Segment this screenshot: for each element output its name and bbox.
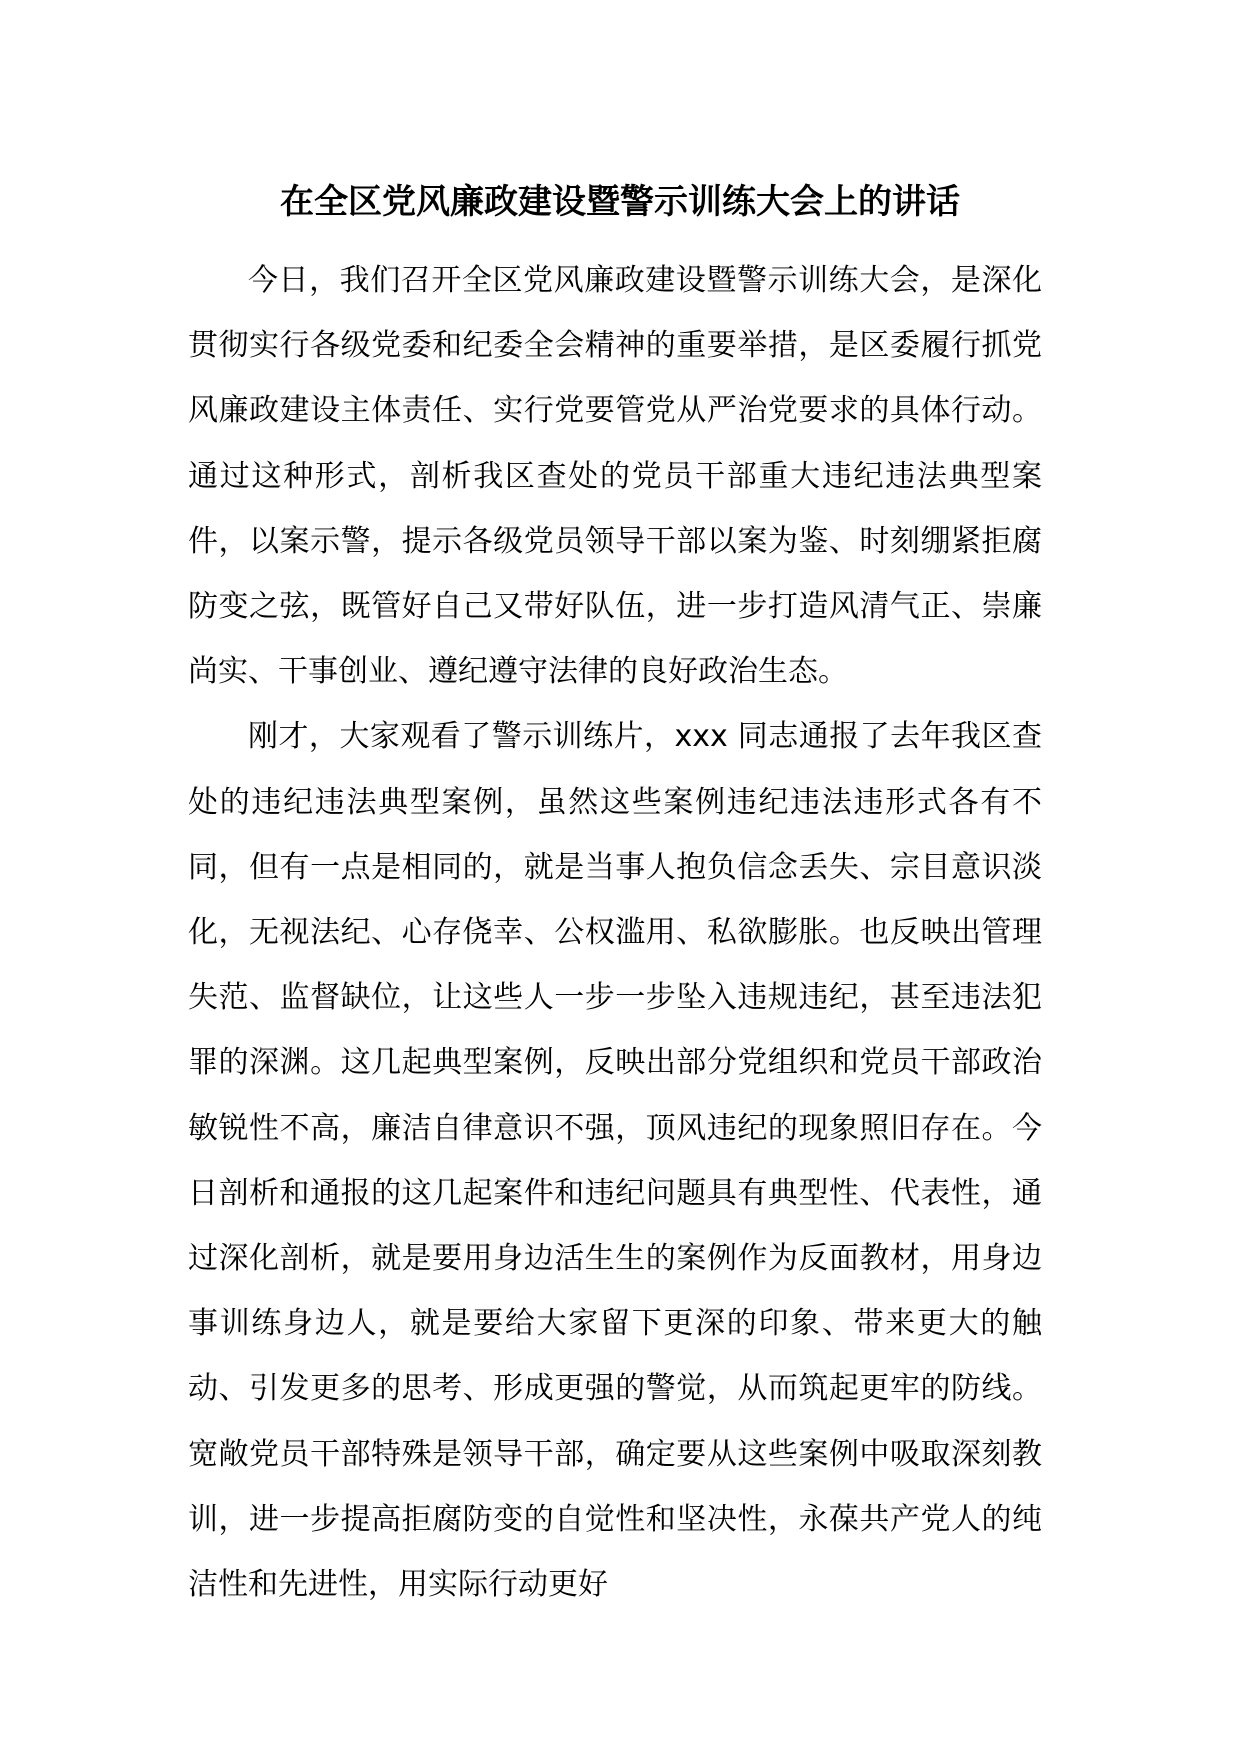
paragraph-case-analysis: 刚才，大家观看了警示训练片，xxx 同志通报了去年我区查处的违纪违法典型案例，虽然这些案例违纪违法违形式各有不同，但有一点是相同的，就是当事人抱负信念丢失、宗目意识淡化，无视法纪、心存侥幸、公权滥用、私欲膨胀。也反映出管理失范、监督缺位，让这些人一步一步坠入违规违纪，甚至违法犯罪的深渊。这几起典型案例，反映出部分党组织和党员干部政治敏锐性不高，廉洁自律意识不强，顶风违纪的现象照旧存在。今日剖析和通报的这几起案件和违纪问题具有典型性、代表性，通过深化剖析，就是要用身边活生生的案例作为反面教材，用身边事训练身边人，就是要给大家留下更深的印象、带来更大的触动、引发更多的思考、形成更强的警觉，从而筑起更牢的防线。宽敞党员干部特殊是领导干部，确定要从这些案例中吸取深刻教训，进一步提高拒腐防变的自觉性和坚决性，永葆共产党人的纯洁性和先进性，用实际行动更好 <box>188 719 1042 1603</box>
document-title: 在全区党风廉政建设暨警示训练大会上的讲话 <box>280 182 960 222</box>
paragraph-opening: 今日，我们召开全区党风廉政建设暨警示训练大会，是深化贯彻实行各级党委和纪委全会精神的重要举措，是区委履行抓党风廉政建设主体责任、实行党要管党从严治党要求的具体行动。通过这种形式，剖析我区查处的党员干部重大违纪违法典型案件，以案示警，提示各级党员领导干部以案为鉴、时刻绷紧拒腐防变之弦，既管好自己又带好队伍，进一步打造风清气正、崇廉尚实、干事创业、遵纪遵守法律的良好政治生态。 <box>188 263 1042 690</box>
document-body <box>188 248 1042 1617</box>
